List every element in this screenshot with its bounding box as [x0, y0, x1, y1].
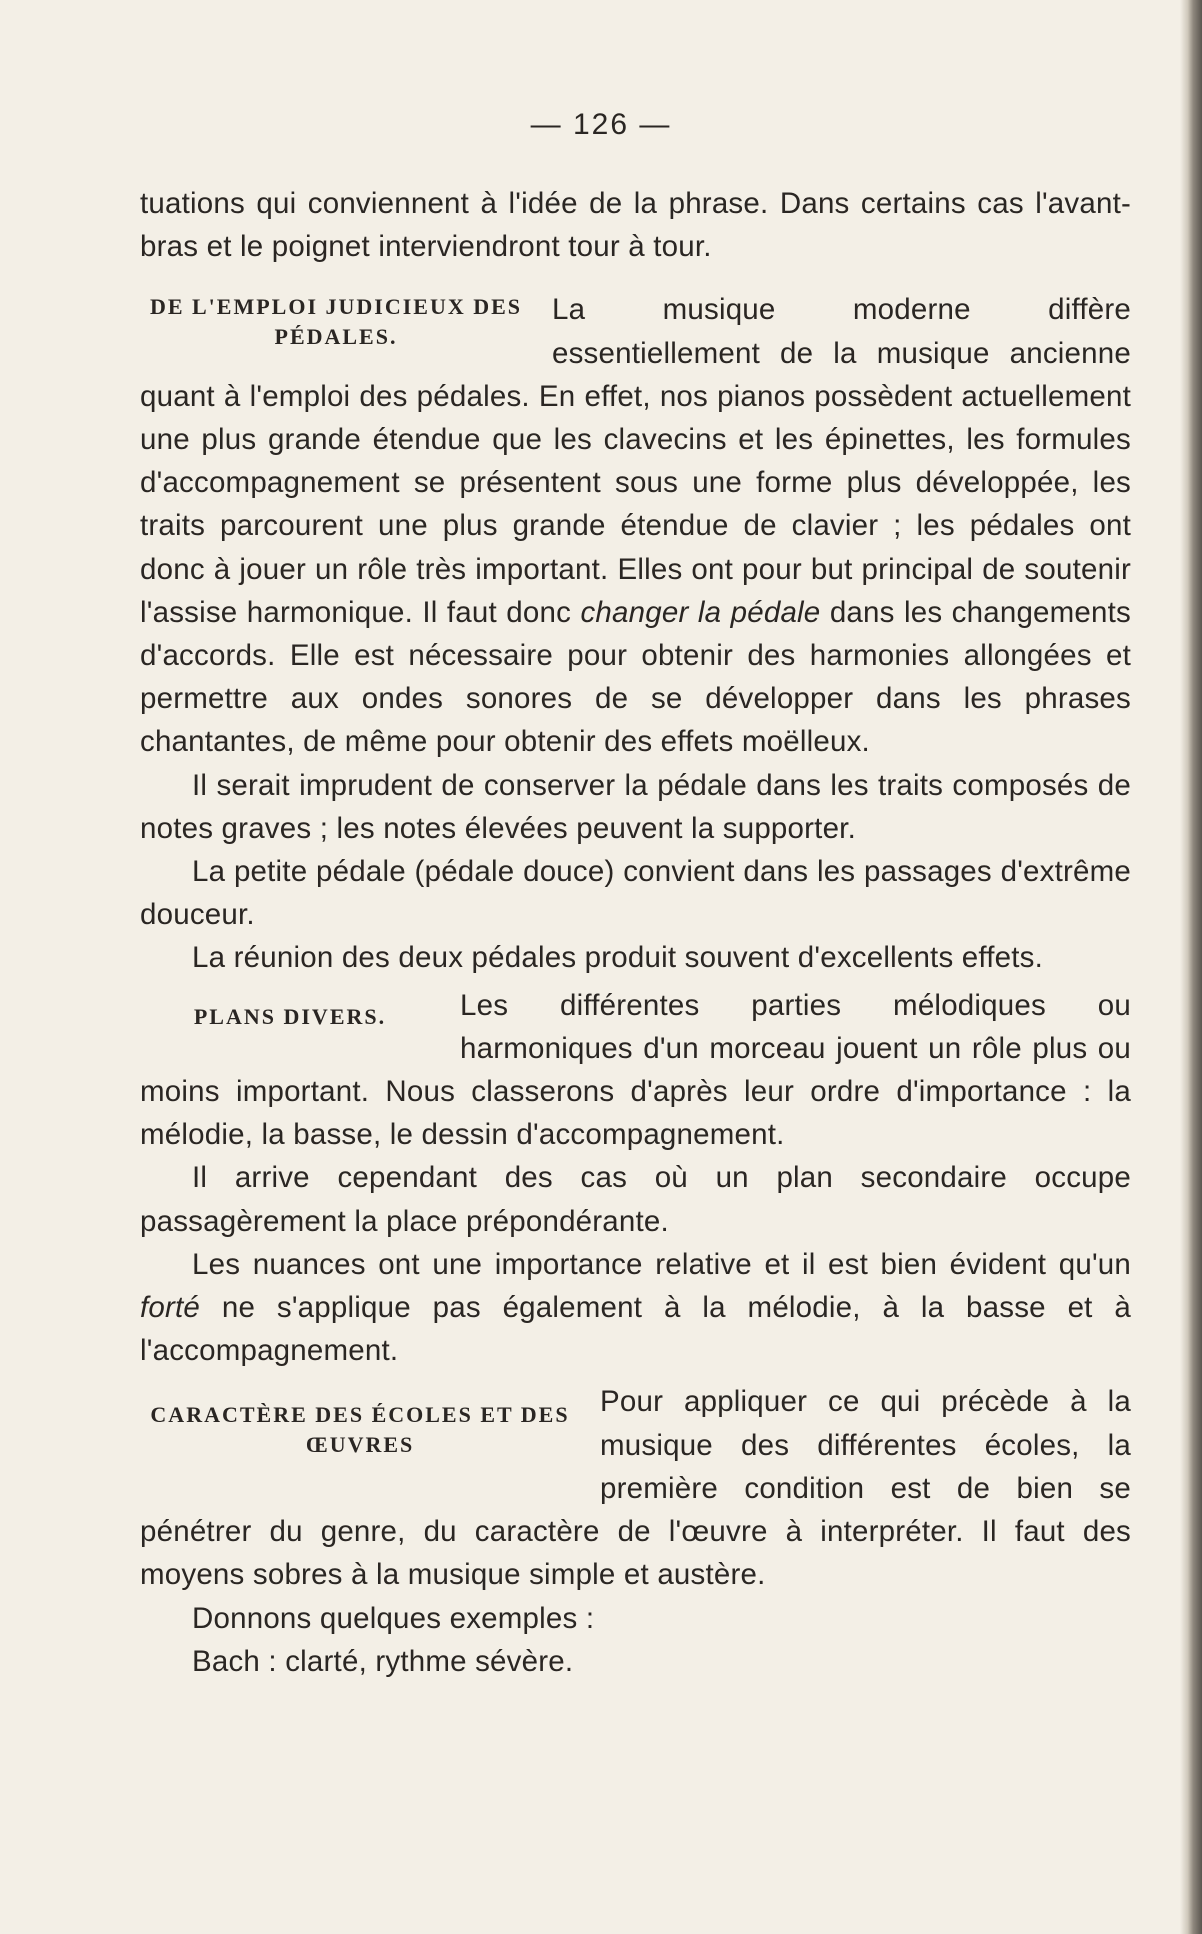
paragraph-plans: Les différentes parties mélodiques ou harmoniques d'un morceau jouent un rôle plus ou moins important. Nous classerons d'après leur ordre d'importance : la mélodie, la basse, le dessin d'accompagnement. [140, 988, 1131, 1152]
side-heading-ecoles: CARACTÈRE DES ÉCOLES ET DES ŒUVRES [150, 1402, 570, 1458]
side-heading-pedales: DE L'EMPLOI JUDICIEUX DES PÉDALES. [149, 294, 523, 350]
page-edge-shadow [1180, 0, 1202, 1934]
paragraph-pedales-text-b: dans les changements d'accords. Elle est nécessaire pour obtenir des harmonies allongées et permettre aux ondes sonores de se développer dans les phrases chantantes, de même pour obtenir des effets moëlleux. [140, 595, 1131, 759]
side-heading-plans: PLANS DIVERS. [193, 1003, 387, 1029]
paragraph-imprudent: Il serait imprudent de conserver la pédale dans les traits composés de notes graves ; les notes élevées peuvent la supporter. [140, 768, 1131, 845]
paragraph-nuances [140, 1243, 1131, 1373]
emphasis-forte: forté [140, 1291, 201, 1325]
paragraph-exemples: Donnons quelques exemples : [192, 1601, 595, 1635]
paragraph-ecoles: Pour appliquer ce qui précède à la musique des différentes écoles, la première condition est de bien se pénétrer du genre, du caractère de l'œuvre à interpréter. Il faut des moyens sobres à la musique simple et austère. [140, 1385, 1131, 1592]
page-number: — 126 — [530, 108, 672, 141]
paragraph-continued: tuations qui conviennent à l'idée de la phrase. Dans certains cas l'avant-bras et le poignet interviendront tour à tour. [140, 187, 1131, 264]
emphasis-changer-la-pedale: changer la pédale [580, 595, 821, 629]
body-text [140, 182, 1131, 1683]
paragraph-nuances-text-a: Les nuances ont une importance relative et il est bien évident qu'un [192, 1247, 1131, 1281]
paragraph-nuances-text-b: ne s'applique pas également à la mélodie, à la basse et à l'accompagnement. [140, 1291, 1131, 1368]
paragraph-pedales-text-a: La musique moderne diffère essentiellement de la musique ancienne quant à l'emploi des pédales. En effet, nos pianos possèdent actuellement une plus grande étendue que les clavecins et les épinettes, les formules d'accompagnement se présentent sous une forme plus développée, les traits parcourent une plus grande étendue de clavier ; les pédales ont donc à jouer un rôle très important. Elles ont pour but principal de soutenir l'assise harmonique. Il faut donc [140, 293, 1131, 629]
paragraph-bach: Bach : clarté, rythme sévère. [192, 1644, 574, 1678]
paragraph-reunion: La réunion des deux pédales produit souvent d'excellents effets. [192, 941, 1044, 975]
paragraph-plan-secondaire: Il arrive cependant des cas où un plan secondaire occupe passagèrement la place prépondérante. [140, 1161, 1131, 1238]
paragraph-petite-pedale: La petite pédale (pédale douce) convient dans les passages d'extrême douceur. [140, 855, 1131, 932]
paragraph-pedales [140, 288, 1131, 763]
